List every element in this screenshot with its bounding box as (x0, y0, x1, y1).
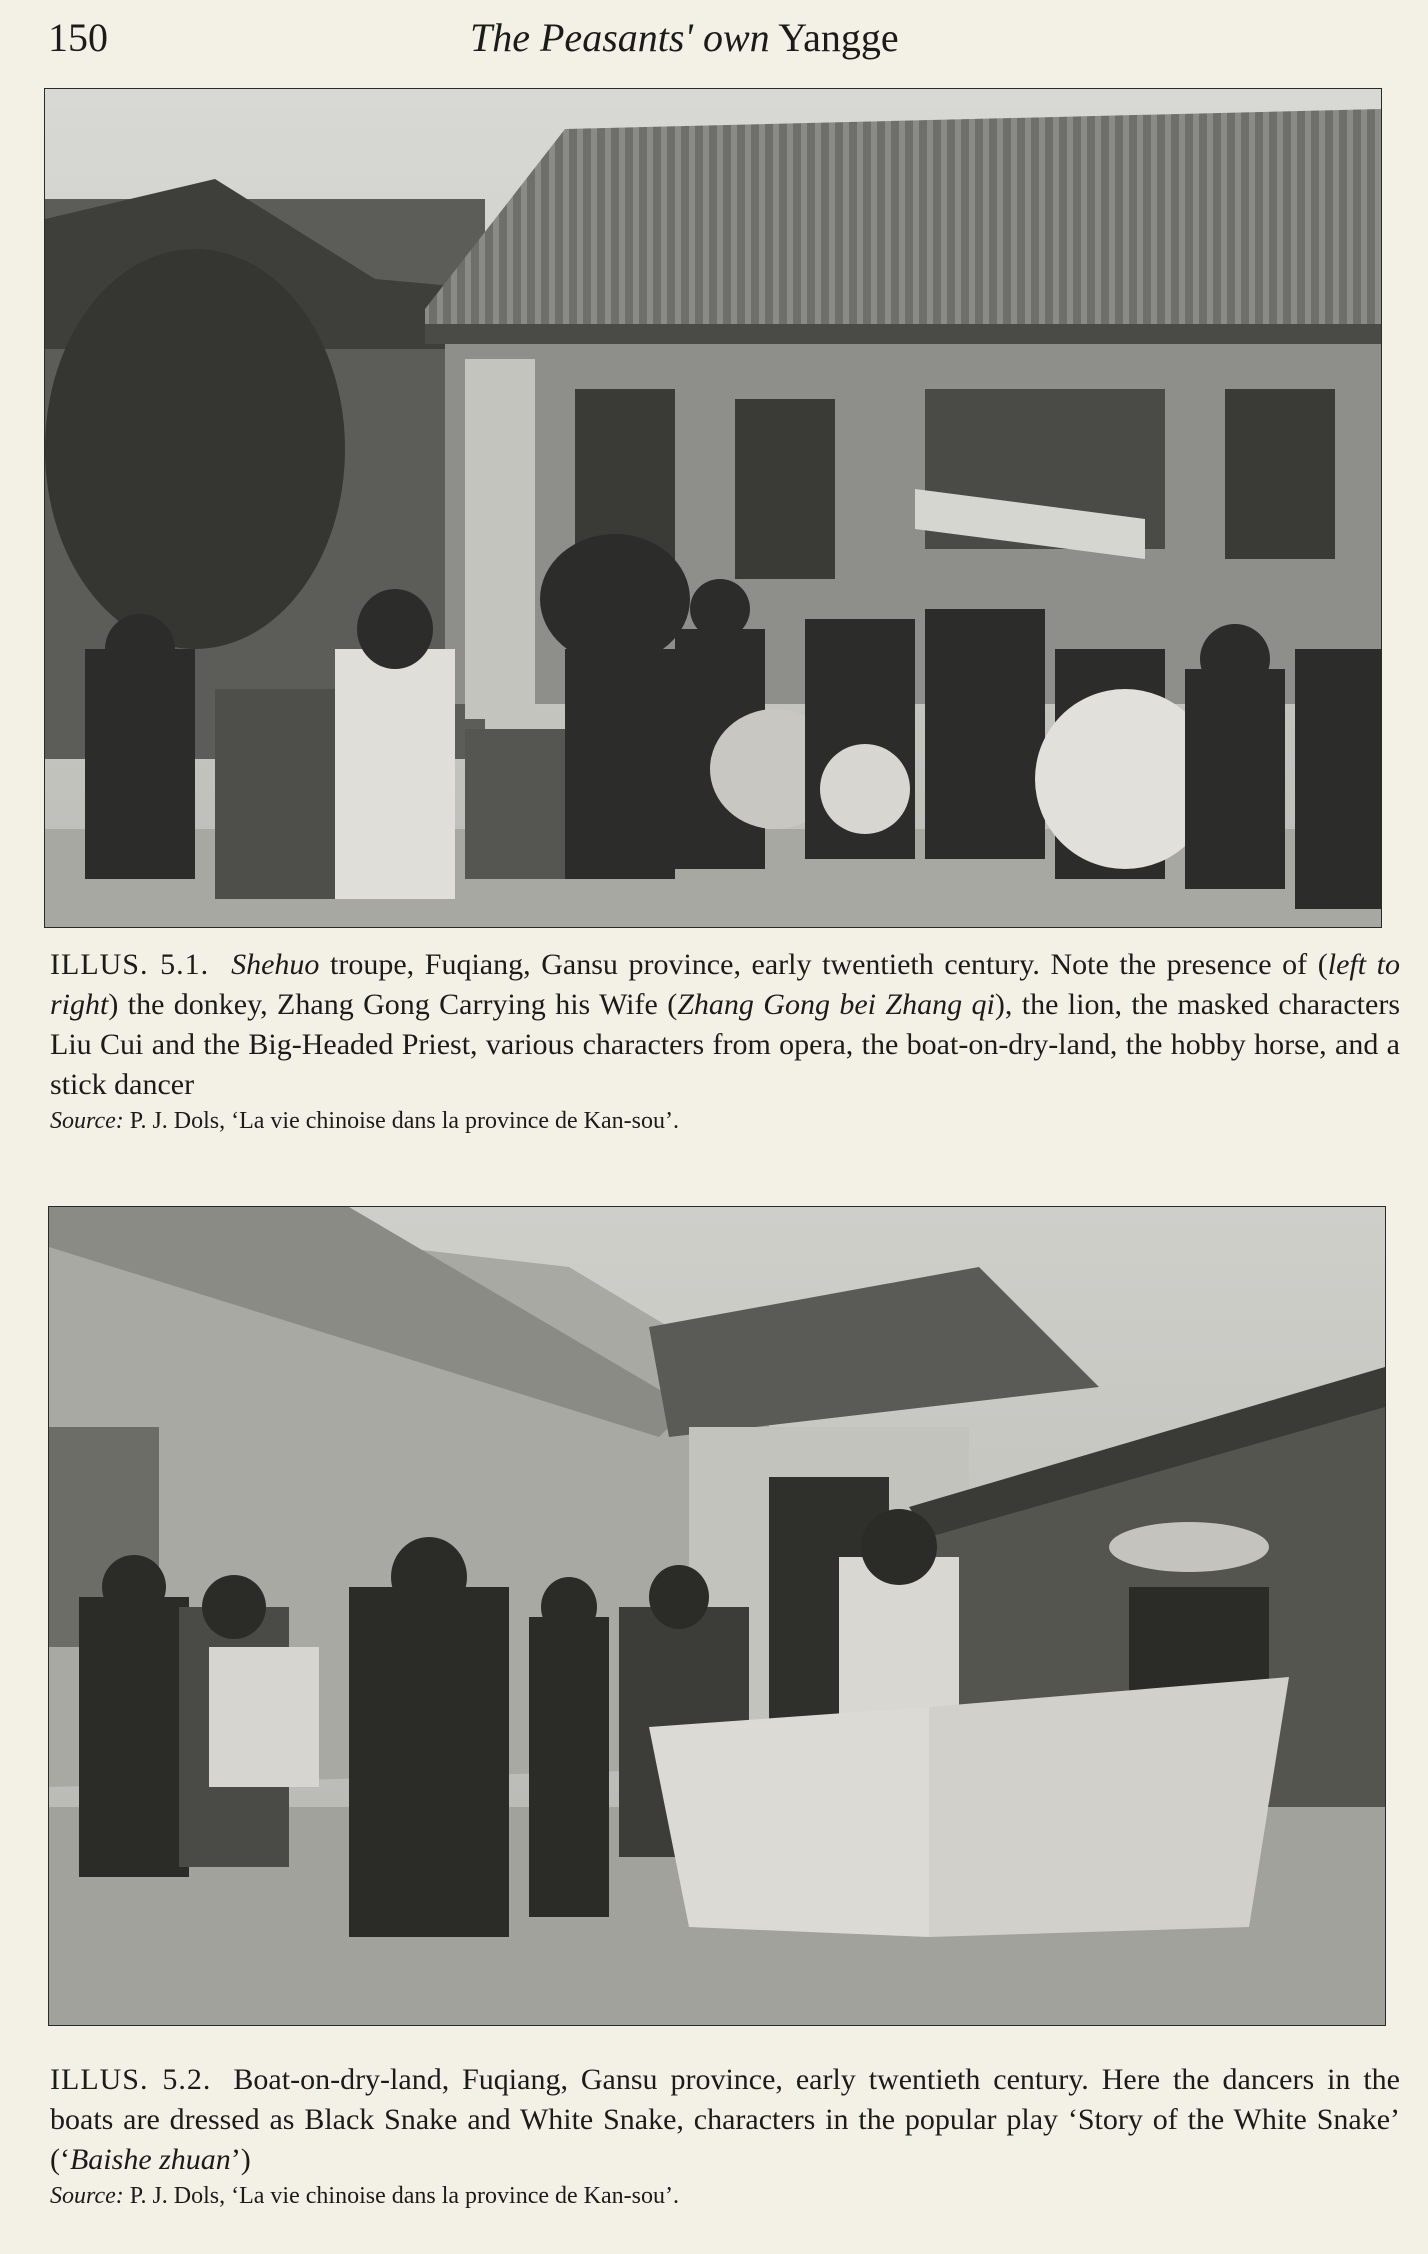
page-number: 150 (48, 15, 108, 60)
caption-text: ’) (230, 2143, 251, 2176)
source-citation (50, 1105, 1400, 1137)
source-text: P. J. Dols, ‘La vie chinoise dans la province de Kan-sou’. (123, 1108, 679, 1134)
caption-text: Shehuo (231, 948, 320, 981)
source-label: Source: (50, 2183, 124, 2209)
running-head-roman: Yangge (778, 15, 899, 60)
caption-text: ) the donkey, Zhang Gong Carrying his Wife ( (108, 988, 678, 1021)
caption-illus-5-2 (50, 2060, 1400, 2212)
photo-boat-on-dry-land (48, 1206, 1386, 2026)
source-label: Source: (50, 1108, 124, 1134)
caption-text: Baishe zhuan (69, 2143, 231, 2176)
source-text: P. J. Dols, ‘La vie chinoise dans la province de Kan-sou’. (123, 2183, 679, 2209)
caption-text: ), the lion, the masked characters Liu Cui and the Big-Headed Priest, various characters from opera, the boat-on-dry-land, the hobby horse, and a stick dancer (50, 988, 1401, 1101)
figure-label: ILLUS. 5.2. (50, 2063, 212, 2096)
caption-illus-5-1 (50, 945, 1400, 1137)
photo-boat-on-dry-land-image (49, 1207, 1385, 2025)
photo-shehuo-troupe (44, 88, 1382, 928)
caption-text: Boat-on-dry-land, Fuqiang, Gansu province, early twentieth century. Here the dancers in the boats are dressed as Black Snake and White Snake, characters in the popular play ‘Story of the White Snake’ (‘ (50, 2063, 1400, 2176)
running-head-italic: The Peasants' own (470, 15, 770, 60)
caption-text: Zhang Gong bei Zhang qi (677, 988, 995, 1021)
caption-text: left to right (50, 948, 1401, 1021)
source-citation (50, 2180, 1400, 2212)
caption-text: troupe, Fuqiang, Gansu province, early twentieth century. Note the presence of ( (319, 948, 1328, 981)
figure-label: ILLUS. 5.1. (50, 948, 210, 981)
photo-shehuo-troupe-image (45, 89, 1381, 927)
running-head (470, 14, 899, 61)
